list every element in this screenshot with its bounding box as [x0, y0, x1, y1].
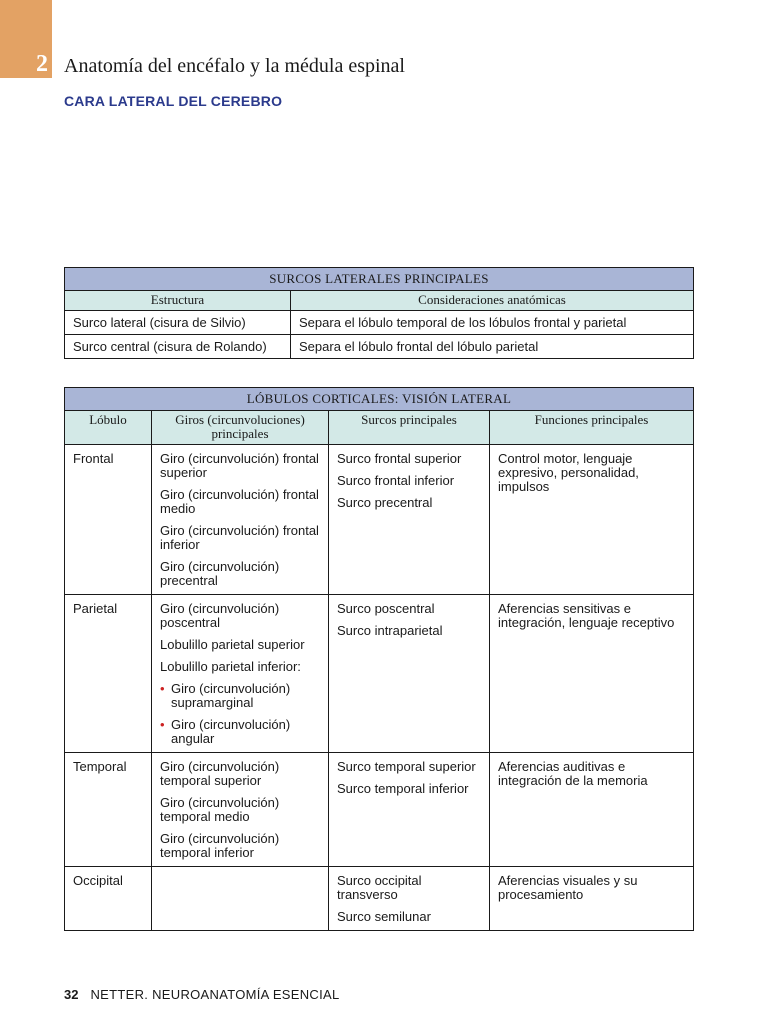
giros-cell — [152, 445, 329, 595]
giro-item: Giro (circunvolución) frontal medio — [160, 487, 319, 516]
table-cell: Separa el lóbulo temporal de los lóbulos frontal y parietal — [291, 311, 694, 335]
surco-item: Surco occipital transverso — [337, 873, 422, 902]
table-row — [65, 867, 694, 931]
funciones-cell: Aferencias auditivas e integración de la memoria — [490, 753, 694, 867]
giro-bullet-item — [160, 682, 320, 710]
funciones-cell: Control motor, lenguaje expresivo, personalidad, impulsos — [490, 445, 694, 595]
column-header: Surcos principales — [329, 411, 490, 445]
table-surcos-laterales — [64, 267, 694, 359]
surcos-cell — [329, 595, 490, 753]
giro-item: Giro (circunvolución) temporal inferior — [160, 831, 280, 860]
giro-item: Giro (circunvolución) frontal inferior — [160, 523, 319, 552]
giro-item: Giro (circunvolución) temporal medio — [160, 795, 280, 824]
bullet-icon: • — [160, 681, 165, 696]
giros-cell — [152, 867, 329, 931]
table-title: LÓBULOS CORTICALES: VISIÓN LATERAL — [65, 388, 694, 411]
surcos-cell — [329, 753, 490, 867]
lobulo-cell: Occipital — [65, 867, 152, 931]
giro-bullet-text: Giro (circunvolución) supramarginal — [171, 681, 291, 710]
giro-bullet-text: Giro (circunvolución) angular — [171, 717, 291, 746]
giro-item: Lobulillo parietal inferior: — [160, 659, 301, 674]
lobulo-cell: Frontal — [65, 445, 152, 595]
surco-item: Surco frontal superior — [337, 451, 462, 466]
giro-item: Giro (circunvolución) frontal superior — [160, 451, 319, 480]
table-row — [65, 445, 694, 595]
surcos-cell — [329, 867, 490, 931]
section-title: CARA LATERAL DEL CEREBRO — [64, 93, 283, 109]
table-lobulos-corticales — [64, 387, 694, 931]
surcos-cell — [329, 445, 490, 595]
surco-item: Surco temporal inferior — [337, 781, 469, 796]
chapter-title: Anatomía del encéfalo y la médula espinal — [64, 55, 405, 77]
table-cell: Separa el lóbulo frontal del lóbulo parietal — [291, 335, 694, 359]
surco-item: Surco semilunar — [337, 909, 431, 924]
giro-item: Lobulillo parietal superior — [160, 637, 305, 652]
table-title: SURCOS LATERALES PRINCIPALES — [65, 268, 694, 291]
book-title: NETTER. NEUROANATOMÍA ESENCIAL — [90, 987, 340, 1002]
giro-item: Giro (circunvolución) poscentral — [160, 601, 280, 630]
bullet-icon: • — [160, 717, 165, 732]
page-number: 32 — [64, 987, 79, 1002]
giro-item: Giro (circunvolución) temporal superior — [160, 759, 280, 788]
column-header: Lóbulo — [65, 411, 152, 445]
chapter-number: 2 — [36, 51, 48, 77]
giros-cell — [152, 595, 329, 753]
surco-item: Surco precentral — [337, 495, 433, 510]
surco-item: Surco temporal superior — [337, 759, 476, 774]
funciones-cell: Aferencias sensitivas e integración, lenguaje receptivo — [490, 595, 694, 753]
lobulo-cell: Parietal — [65, 595, 152, 753]
table-cell: Surco central (cisura de Rolando) — [65, 335, 291, 359]
chapter-tab — [0, 0, 52, 78]
surco-item: Surco poscentral — [337, 601, 435, 616]
surco-item: Surco intraparietal — [337, 623, 443, 638]
surco-item: Surco frontal inferior — [337, 473, 455, 488]
table-row — [65, 311, 694, 335]
column-header: Funciones principales — [490, 411, 694, 445]
funciones-cell: Aferencias visuales y su procesamiento — [490, 867, 694, 931]
table-row — [65, 753, 694, 867]
giros-cell — [152, 753, 329, 867]
table-row — [65, 335, 694, 359]
column-header: Consideraciones anatómicas — [291, 291, 694, 311]
table-cell: Surco lateral (cisura de Silvio) — [65, 311, 291, 335]
page-footer — [64, 987, 340, 1002]
giro-bullet-item — [160, 718, 320, 746]
giro-item: Giro (circunvolución) precentral — [160, 559, 280, 588]
table-row — [65, 595, 694, 753]
lobulo-cell: Temporal — [65, 753, 152, 867]
column-header: Estructura — [65, 291, 291, 311]
column-header: Giros (circunvoluciones) principales — [152, 411, 329, 445]
